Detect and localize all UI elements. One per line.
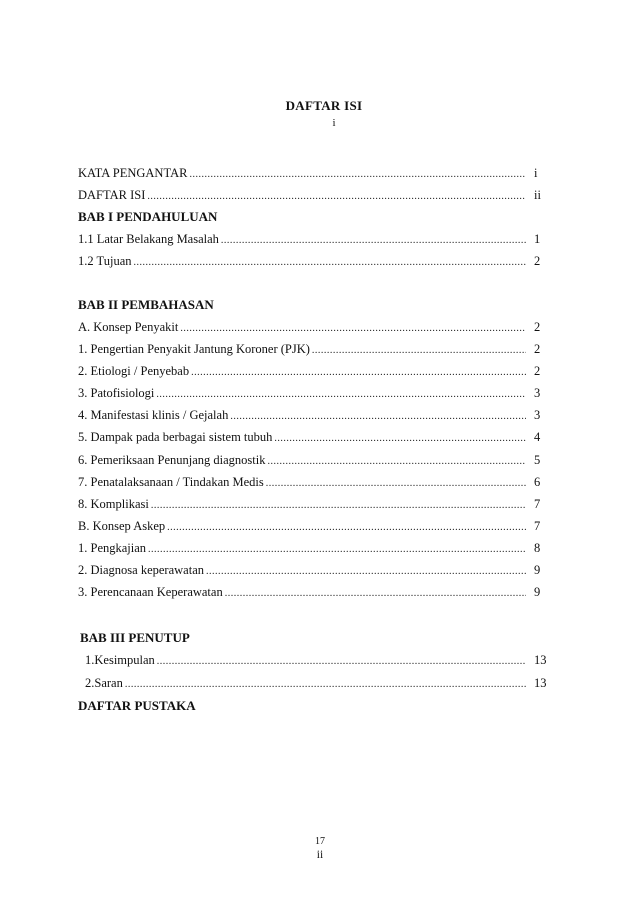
toc-label: 3. Patofisiologi xyxy=(78,386,155,400)
toc-page-number: 2 xyxy=(534,320,541,334)
toc-label: 6. Pemeriksaan Penunjang diagnostik xyxy=(78,453,266,467)
toc-label: 1.Kesimpulan xyxy=(85,653,155,667)
toc-leader-dots xyxy=(189,169,526,180)
toc-label: 7. Penatalaksanaan / Tindakan Medis xyxy=(78,475,264,489)
toc-row-daftar-isi[interactable] xyxy=(78,188,548,204)
toc-leader-dots xyxy=(147,191,526,202)
toc-row[interactable] xyxy=(78,254,548,270)
toc-row[interactable] xyxy=(78,364,548,380)
section-heading-bab-3[interactable]: BAB III PENUTUP xyxy=(80,630,190,645)
toc-page-number: 1 xyxy=(534,232,541,246)
toc-page-number: 4 xyxy=(534,430,541,444)
toc-leader-dots xyxy=(312,345,526,356)
toc-row[interactable] xyxy=(78,585,548,601)
toc-leader-dots xyxy=(221,235,526,246)
toc-leader-dots xyxy=(206,566,526,577)
toc-page-number: 8 xyxy=(534,541,541,555)
toc-label: B. Konsep Askep xyxy=(78,519,166,533)
toc-label: 3. Perencanaan Keperawatan xyxy=(78,585,223,599)
toc-label: 2. Diagnosa keperawatan xyxy=(78,563,204,577)
toc-label: 1. Pengertian Penyakit Jantung Koroner (PJK) xyxy=(78,342,310,356)
toc-row[interactable] xyxy=(78,497,548,513)
toc-label: 1.2 Tujuan xyxy=(78,254,132,268)
footer-page-mark: 17 xyxy=(315,836,325,847)
page-title: DAFTAR ISI xyxy=(285,98,363,113)
toc-row[interactable] xyxy=(78,320,548,336)
section-heading-bab-1[interactable]: BAB I PENDAHULUAN xyxy=(78,209,218,224)
toc-leader-dots xyxy=(125,679,526,690)
toc-page-number: 13 xyxy=(534,676,547,690)
toc-leader-dots xyxy=(157,656,526,667)
toc-page-number: 13 xyxy=(534,653,547,667)
toc-leader-dots xyxy=(267,456,526,467)
toc-label: 2. Etiologi / Penyebab xyxy=(78,364,190,378)
toc-label: 1.1 Latar Belakang Masalah xyxy=(78,232,219,246)
toc-leader-dots xyxy=(225,588,526,599)
toc-page-number: 9 xyxy=(534,585,541,599)
title-page-number: i xyxy=(332,117,336,129)
toc-row[interactable] xyxy=(78,232,548,248)
toc-page-number: 3 xyxy=(534,386,541,400)
toc-page-number: 2 xyxy=(534,364,541,378)
toc-row[interactable] xyxy=(78,541,548,557)
toc-page-number: i xyxy=(534,166,538,180)
toc-label: 1. Pengkajian xyxy=(78,541,147,555)
toc-row[interactable] xyxy=(78,430,548,446)
toc-page-number: 9 xyxy=(534,563,541,577)
toc-leader-dots xyxy=(191,367,526,378)
toc-label: A. Konsep Penyakit xyxy=(78,320,179,334)
toc-page-number: 5 xyxy=(534,453,541,467)
toc-row[interactable] xyxy=(78,475,548,491)
toc-leader-dots xyxy=(274,433,526,444)
toc-page-number: 3 xyxy=(534,408,541,422)
toc-label: KATA PENGANTAR xyxy=(78,166,188,180)
toc-leader-dots xyxy=(148,544,526,555)
toc-leader-dots xyxy=(230,411,526,422)
toc-page-number: 2 xyxy=(534,342,541,356)
toc-row[interactable] xyxy=(78,386,548,402)
toc-page-number: 6 xyxy=(534,475,541,489)
toc-row-kata-pengantar[interactable] xyxy=(78,166,548,182)
footer-page-number: ii xyxy=(316,849,324,861)
toc-label: 4. Manifestasi klinis / Gejalah xyxy=(78,408,229,422)
toc-row[interactable] xyxy=(85,676,548,692)
toc-leader-dots xyxy=(134,257,527,268)
toc-row[interactable] xyxy=(78,453,548,469)
toc-leader-dots xyxy=(167,522,526,533)
toc-row[interactable] xyxy=(78,342,548,358)
toc-label: 5. Dampak pada berbagai sistem tubuh xyxy=(78,430,273,444)
section-heading-bab-2[interactable]: BAB II PEMBAHASAN xyxy=(78,297,214,312)
section-heading-daftar-pustaka[interactable]: DAFTAR PUSTAKA xyxy=(78,698,196,713)
toc-page-number: ii xyxy=(534,188,541,202)
toc-leader-dots xyxy=(151,500,526,511)
toc-leader-dots xyxy=(180,323,526,334)
toc-row[interactable] xyxy=(78,519,548,535)
toc-page-number: 7 xyxy=(534,497,541,511)
toc-row[interactable] xyxy=(78,408,548,424)
toc-page-number: 7 xyxy=(534,519,541,533)
toc-label: 8. Komplikasi xyxy=(78,497,149,511)
toc-label: DAFTAR ISI xyxy=(78,188,146,202)
toc-row[interactable] xyxy=(78,563,548,579)
toc-leader-dots xyxy=(156,389,526,400)
toc-label: 2.Saran xyxy=(85,676,123,690)
toc-leader-dots xyxy=(266,478,526,489)
toc-row[interactable] xyxy=(85,653,548,669)
toc-page-number: 2 xyxy=(534,254,541,268)
